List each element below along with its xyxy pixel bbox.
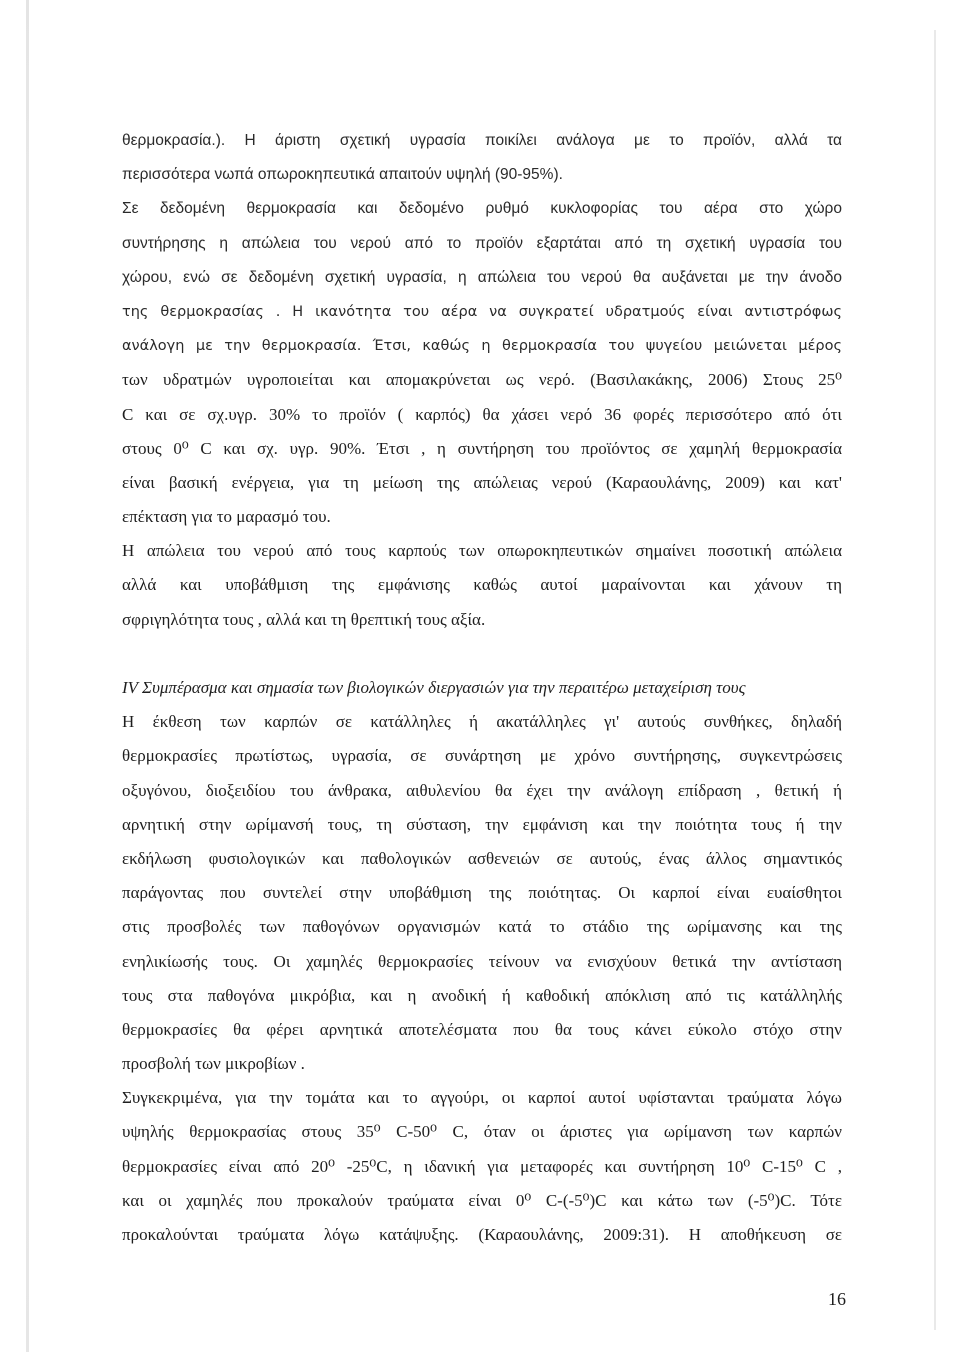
text-line: στις προσβολές των παθογόνων οργανισμών κατά το στάδιο της ωρίμανσης και της	[122, 917, 842, 937]
text-line: προκαλούνται τραύματα λόγω κατάψυξης. (Καραουλάνης, 2009:31). Η αποθήκευση σε	[122, 1225, 842, 1244]
text-line: παράγοντας που συντελεί στην υποβάθμιση της ποιότητας. Οι καρποί είναι ευαίσθητοι	[122, 883, 842, 903]
text-line: οξυγόνου, διοξειδίου του άνθρακα, αιθυλενίου θα έχει την ανάλογη επίδραση , θετική ή	[122, 780, 842, 800]
text-line: Συγκεκριμένα, για την τομάτα και το αγγούρι, οι καρποί αυτοί υφίστανται τραύματα λόγω	[122, 1088, 842, 1108]
text-line: σφριγηλότητα τους , αλλά και τη θρεπτική τους αξία.	[122, 609, 486, 629]
text-line: αρνητική στην ωρίμανσή τους, τη σύσταση, την εμφάνιση και την ποιότητα τους ή την	[122, 814, 842, 834]
text-line: τους στα παθογόνα μικρόβια, και η ανοδική ή καθοδική απόκλιση από τις κατάλληλής	[122, 985, 842, 1005]
text-line: συντήρησης η απώλεια του νερού από το προϊόν εξαρτάται από τη σχετική υγρασία του	[122, 234, 842, 252]
scan-edge-left	[26, 0, 29, 1352]
text-line: Σε δεδομένη θερμοκρασία και δεδομένο ρυθμό κυκλοφορίας του αέρα στο χώρο	[122, 200, 842, 218]
text-line: Η έκθεση των καρπών σε κατάλληλες ή ακατάλληλες γι' αυτούς συνθήκες, δηλαδή	[122, 712, 842, 732]
text-line: θερμοκρασίες είναι από 20⁰ -25⁰C, η ιδανική για μεταφορές και συντήρηση 10⁰ C-15⁰ C ,	[122, 1156, 842, 1176]
text-line: είναι βασική ενέργεια, για τη μείωση της απώλειας νερού (Καραουλάνης, 2009) και κατ'	[122, 472, 842, 492]
text-line: των υδρατμών υγροποιείται και απομακρύνεται ως νερό. (Βασιλακάκης, 2006) Στους 25⁰	[122, 370, 842, 390]
text-line: C και σε σχ.υγρ. 30% το προϊόν ( καρπός) θα χάσει νερό 36 φορές περισσότερο από ότι	[122, 404, 842, 424]
text-line: εκδήλωση φυσιολογικών και παθολογικών ασθενειών σε αυτούς, ένας άλλος σημαντικός	[122, 848, 842, 868]
text-line: θερμοκρασία.). Η άριστη σχετική υγρασία ποικίλει ανάλογα με το προϊόν, αλλά τα	[122, 132, 842, 149]
section-heading: IV Συμπέρασμα και σημασία των βιολογικών διεργασιών για την περαιτέρω μεταχείριση τους	[122, 678, 746, 697]
text-line: θερμοκρασίες πρωτίστως, υγρασία, σε συνάρτηση με χρόνο συντήρησης, συγκεντρώσεις	[122, 746, 842, 766]
text-line: υψηλής θερμοκρασίας στους 35⁰ C-50⁰ C, όταν οι άριστες για ωρίμανση των καρπών	[122, 1122, 842, 1142]
scan-edge-right	[934, 30, 936, 1330]
text-line: επέκταση για το μαρασμό του.	[122, 507, 331, 527]
text-line: στους 0⁰ C και σχ. υγρ. 90%. Έτσι , η συντήρηση του προϊόντος σε χαμηλή θερμοκρασία	[122, 438, 842, 458]
page-number: 16	[828, 1289, 846, 1309]
text-line: ενηλικίωσής τους. Οι χαμηλές θερμοκρασίες τείνουν να ενισχύουν θετικά την αντίσταση	[122, 951, 842, 971]
text-line: και οι χαμηλές που προκαλούν τραύματα είναι 0⁰ C-(-5⁰)C και κάτω των (-5⁰)C. Τότε	[122, 1190, 842, 1210]
blank-line	[122, 637, 842, 671]
text-line: αλλά και υποβάθμιση της εμφάνισης καθώς αυτοί μαραίνονται και χάνουν τη	[122, 575, 842, 595]
text-line: ανάλογη με την θερμοκρασία. Έτσι, καθώς η θερμοκρασία του ψυγείου μειώνεται μέρος	[122, 338, 842, 355]
text-line: της θερμοκρασίας . Η ικανότητα του αέρα να συγκρατεί υδρατμούς είναι αντιστρόφως	[122, 303, 842, 320]
text-line: χώρου, ενώ σε δεδομένη σχετική υγρασία, η απώλεια του νερού θα αυξάνεται με την άνοδο	[122, 268, 842, 286]
document-body	[122, 124, 842, 1252]
text-line: Η απώλεια του νερού από τους καρπούς των οπωροκηπευτικών σημαίνει ποσοτική απώλεια	[122, 541, 842, 561]
text-line: θερμοκρασίες θα φέρει αρνητικά αποτελέσματα που θα τους κάνει εύκολο στόχο στην	[122, 1019, 842, 1039]
text-line: περισσότερα νωπά οπωροκηπευτικά απαιτούν υψηλή (90-95%).	[122, 166, 563, 184]
text-line: προσβολή των μικροβίων .	[122, 1054, 305, 1074]
